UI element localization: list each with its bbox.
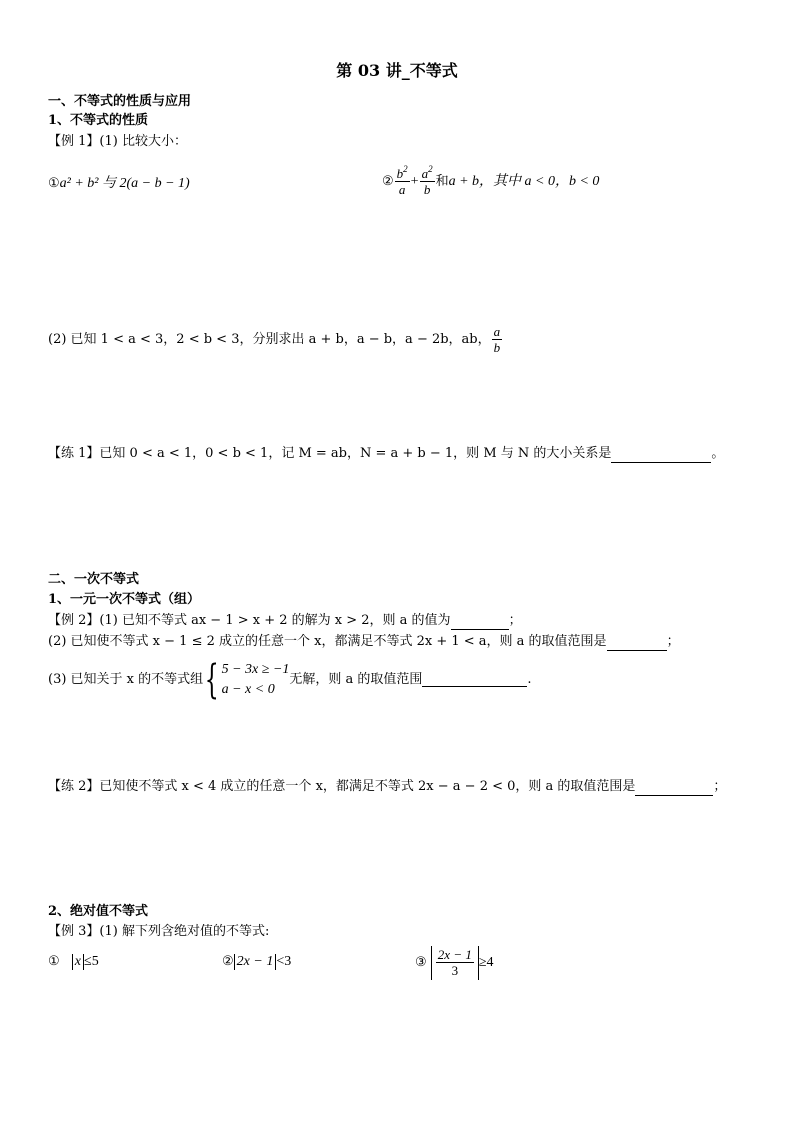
example-2-tag: 【例 2】 xyxy=(48,613,100,628)
math-expression: a + b，其中 a < 0，b < 0 xyxy=(448,174,600,189)
example-2-q1: 【例 2】(1) 已知不等式 ax − 1 > x + 2 的解为 x > 2，则 a 的值为 ； xyxy=(48,613,522,628)
example-2-q3: (3) 已知关于 x 的不等式组 { 5 − 3x ≥ −1 a − x < 0 无解，则 a 的取值范围 . xyxy=(48,656,532,703)
example-3-item-1: ① x ≤5 xyxy=(48,954,99,969)
subsection-2-2-heading: 2、绝对值不等式 xyxy=(48,904,149,919)
fraction-a-over-b: $\frac{a}{b}$ xyxy=(493,324,501,355)
practice-2: 【练 2】已知使不等式 x < 4 成立的任意一个 x，都满足不等式 2x − a − 2 < 0，则 a 的取值范围是 ； xyxy=(48,779,727,794)
item-number: ② xyxy=(382,174,394,189)
abs-fraction: $\frac{2x - 1}{3}$ xyxy=(431,946,479,980)
section-1-heading: 一、不等式的性质与应用 xyxy=(48,94,192,109)
example-2-q2: (2) 已知使不等式 x − 1 ≤ 2 成立的任意一个 x，都满足不等式 2x + 1 < a，则 a 的取值范围是 ； xyxy=(48,634,680,649)
inequality-system: { 5 − 3x ≥ −1 a − x < 0 xyxy=(204,656,290,703)
abs-x: x xyxy=(72,954,84,970)
example-3-tag: 【例 3】 xyxy=(48,924,100,939)
fraction-b2-over-a: $\frac{b^2}{a}$ xyxy=(396,164,408,197)
example-1-q1: (1) 比较大小： xyxy=(99,134,187,149)
example-1-tag: 【例 1】 xyxy=(48,134,100,149)
page-title: 第 03 讲_不等式 xyxy=(336,61,458,80)
example-1-item-1 xyxy=(48,175,190,193)
subsection-2-1-heading: 1、一元一次不等式（组） xyxy=(48,592,201,607)
and-word: 和 xyxy=(435,174,449,189)
example-3-item-3: ③ $\frac{2x - 1}{3}$ ≥4 xyxy=(415,947,494,978)
subsection-1-1-heading: 1、不等式的性质 xyxy=(48,113,149,128)
answer-blank[interactable] xyxy=(451,615,509,630)
example-1-prompt xyxy=(48,133,187,151)
practice-1-tag: 【练 1】 xyxy=(48,446,100,461)
practice-1: 【练 1】已知 0 < a < 1，0 < b < 1，记 M = ab，N = a + b − 1，则 M 与 N 的大小关系是 。 xyxy=(48,446,725,461)
practice-1-text: 已知 0 < a < 1，0 < b < 1，记 M = ab，N = a + b − 1，则 M 与 N 的大小关系是 xyxy=(99,446,612,461)
answer-blank[interactable] xyxy=(422,672,527,687)
abs-2x-minus-1: 2x − 1 xyxy=(234,954,277,970)
item-number: ① xyxy=(48,176,60,191)
answer-blank[interactable] xyxy=(635,781,713,796)
q2-text: (2) 已知 1 < a < 3，2 < b < 3，分别求出 a + b，a − b，a − 2b，ab， xyxy=(48,332,491,347)
example-3-prompt: 【例 3】(1) 解下列含绝对值的不等式: xyxy=(48,924,270,939)
section-2-heading: 二、一次不等式 xyxy=(48,572,140,587)
example-3-item-2: ② 2x − 1 <3 xyxy=(222,954,292,969)
answer-blank[interactable] xyxy=(611,448,711,463)
example-1-item-2: ② $\frac{b^2}{a}$ + $\frac{a^2}{b}$ 和a + b，其中 a < 0，b < 0 xyxy=(382,164,600,197)
fraction-a2-over-b: $\frac{a^2}{b}$ xyxy=(421,164,433,197)
math-expression: a² + b² 与 2(a − b − 1) xyxy=(59,176,190,191)
practice-2-tag: 【练 2】 xyxy=(48,779,100,794)
answer-blank[interactable] xyxy=(607,636,667,651)
example-1-q2 xyxy=(48,320,503,360)
